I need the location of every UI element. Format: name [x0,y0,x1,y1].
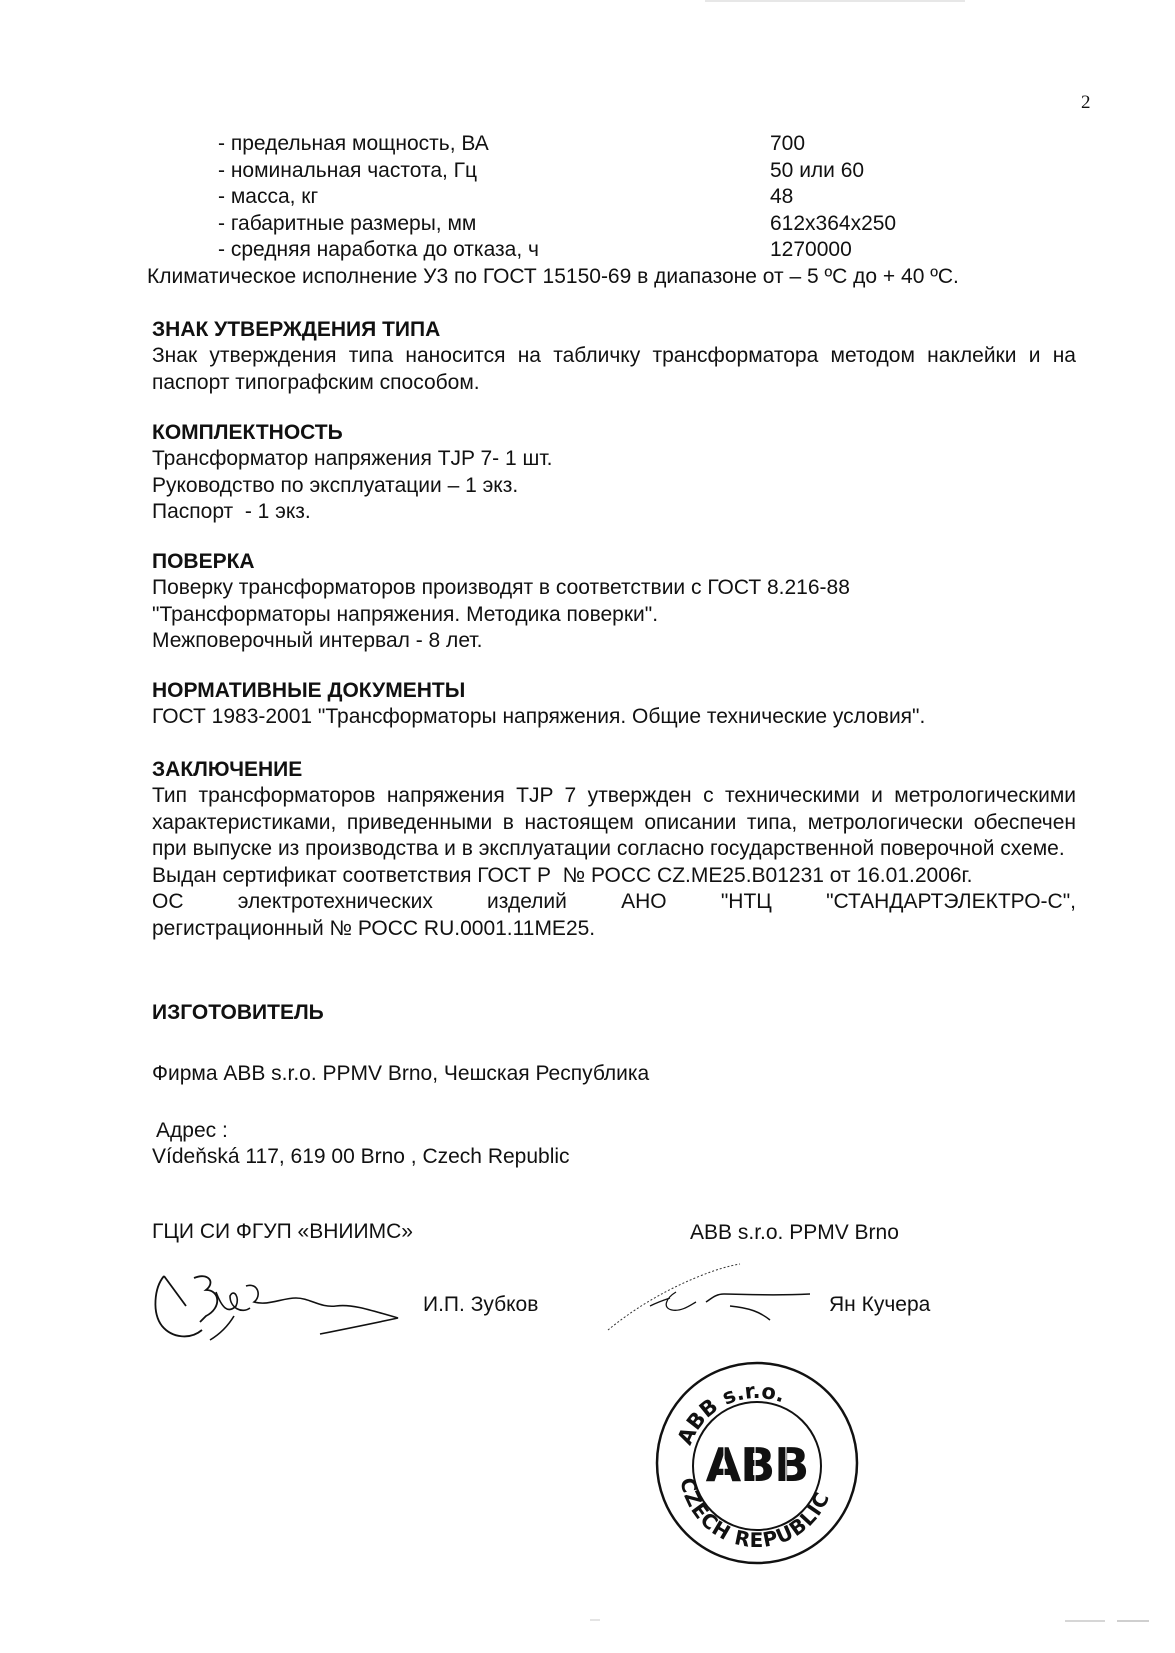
conclusion-paragraph: Тип трансформаторов напряжения TJP 7 утвержден с техническими и метрологическими характеристиками, приведенными в настоящем описании типа, метрологически обеспечен при выпуске из производства и в эксплуатации согласно государственной поверочной схеме. [152,784,1076,860]
section-verification [152,549,1076,655]
section-heading: ПОВЕРКА [152,550,255,573]
section-line: Руководство по эксплуатации – 1 экз. [152,473,519,497]
section-line: "Трансформаторы напряжения. Методика поверки". [152,602,659,626]
svg-text:ABB: ABB [705,1438,809,1492]
signatory-name-left: И.П. Зубков [423,1293,539,1316]
spec-value: 1270000 [770,238,852,261]
scan-artifact [705,0,965,2]
spec-value: 48 [770,185,794,208]
scan-artifact [1117,1620,1149,1622]
section-heading: ЗАКЛЮЧЕНИЕ [152,758,303,781]
section-heading: НОРМАТИВНЫЕ ДОКУМЕНТЫ [152,679,466,702]
signature-left-icon [150,1268,410,1343]
certification-body-line: ОС электротехнических изделий АНО "НТЦ "СТАНДАРТЭЛЕКТРО-С", [152,890,1076,913]
spec-label: - масса, кг [218,185,319,208]
section-conclusion [152,757,1076,942]
page-number: 2 [1081,92,1091,113]
signature-right-icon [600,1262,850,1332]
spec-label: - габаритные размеры, мм [218,211,477,235]
address-text: Vídeňská 117, 619 00 Brno , Czech Republic [152,1145,570,1168]
section-approval-mark [152,317,1076,396]
section-heading: ИЗГОТОВИТЕЛЬ [152,1001,324,1024]
registration-line: регистрационный № РОСС RU.0001.11ME25. [152,916,596,940]
section-line: Паспорт - 1 экз. [152,500,311,523]
section-manufacturer [152,1000,1076,1026]
section-line: Трансформатор напряжения TJP 7- 1 шт. [152,447,553,470]
signatory-name-right: Ян Кучера [829,1293,931,1316]
certificate-line: Выдан сертификат соответствия ГОСТ Р № РОСС CZ.ME25.B01231 от 16.01.2006г. [152,863,973,887]
signatory-org-right: ABB s.r.o. PPMV Brno [690,1221,899,1244]
section-heading: ЗНАК УТВЕРЖДЕНИЯ ТИПА [152,318,441,341]
signatory-org-left: ГЦИ СИ ФГУП «ВНИИМС» [152,1220,413,1243]
climate-line: Климатическое исполнение У3 по ГОСТ 15150-69 в диапазоне от – 5 ºС до + 40 ºС. [147,265,959,288]
spec-label: - предельная мощность, ВА [218,132,489,155]
spec-value: 50 или 60 [770,158,865,182]
section-normative-docs [152,678,1076,731]
svg-text:ABB s.r.o.: ABB s.r.o. [672,1378,789,1449]
abb-stamp-icon [652,1358,862,1568]
spec-label: - средняя наработка до отказа, ч [218,238,539,261]
scan-artifact [1065,1620,1105,1622]
section-text: ГОСТ 1983-2001 "Трансформаторы напряжения. Общие технические условия". [152,705,926,728]
spec-value: 700 [770,132,806,155]
spec-label: - номинальная частота, Гц [218,158,478,182]
svg-text:CZECH REPUBLIC: CZECH REPUBLIC [675,1475,835,1552]
address-label: Адрес : [156,1119,228,1142]
scan-artifact [590,1619,600,1621]
section-completeness [152,420,1076,526]
section-heading: КОМПЛЕКТНОСТЬ [152,421,343,444]
spec-value: 612x364x250 [770,211,897,235]
section-line: Поверку трансформаторов производят в соответствии с ГОСТ 8.216-88 [152,576,850,599]
section-text: Знак утверждения типа наносится на табличку трансформатора методом наклейки и на паспорт типографским способом. [152,344,1076,394]
manufacturer-company: Фирма ABB s.r.o. PPMV Brno, Чешская Республика [152,1062,650,1085]
section-line: Межповерочный интервал - 8 лет. [152,629,483,652]
